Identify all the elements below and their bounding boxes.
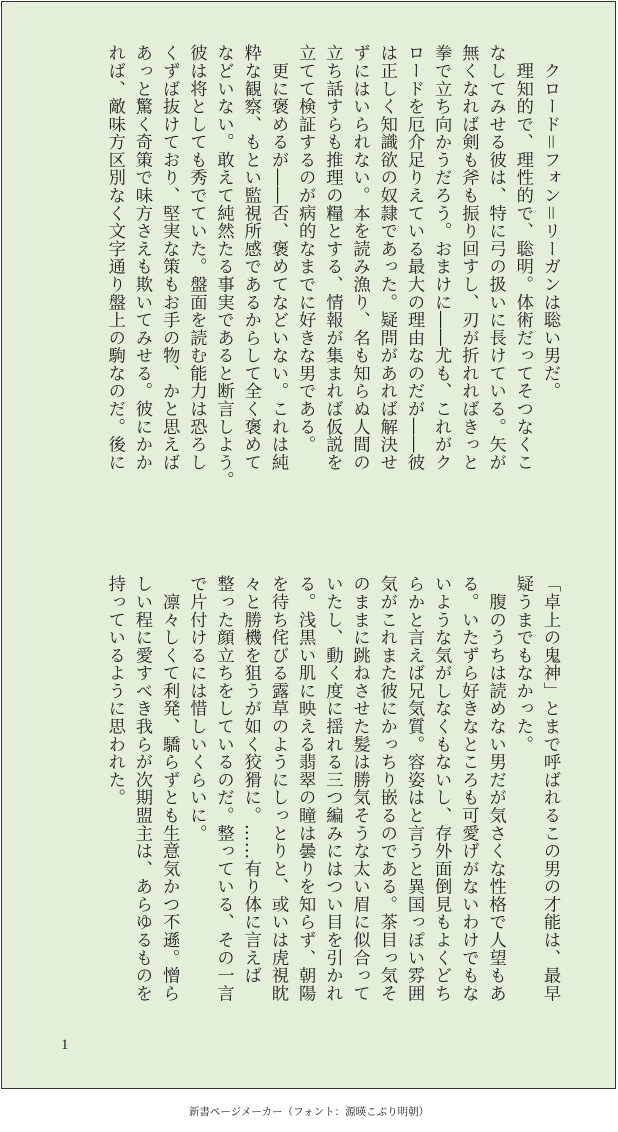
text-line: しい程に愛すべき我らが次期盟主は、あらゆるものを: [131, 575, 152, 1002]
text-line: 理知的で、理性的で、聡明。体術だってそつなくこ: [512, 44, 533, 471]
text-line: いような気がしなくもないし、存外面倒見もよくどち: [431, 575, 452, 1002]
text-line: で片付けるには惜しいくらいに。: [186, 575, 207, 842]
text-line: 更に褒めるが――否、褒めてなどいない。これは純: [267, 44, 288, 471]
text-line: る。いたずら好きなところも可愛げがないわけでもな: [458, 575, 479, 1002]
text-line: 立ち話すらも推理の糧とする、情報が集まれば仮説を: [322, 44, 343, 471]
text-line: る。浅黒い肌に映える翡翠の瞳は曇りを知らず、朝陽: [295, 575, 316, 1002]
text-line: 凛々しくて利発、驕らずとも生意気かつ不遜。憎ら: [159, 575, 180, 1002]
text-line: あっと驚く奇策で味方さえも欺いてみせる。彼にかか: [131, 44, 152, 471]
text-line: いたし、動く度に揺れる三つ編みにはつい目を引かれ: [322, 575, 343, 1002]
text-line: なしてみせる彼は、特に弓の扱いに長けている。矢が: [485, 44, 506, 471]
text-line: は正しく知識欲の奴隷であった。疑問があれば解決せ: [376, 44, 397, 471]
text-line: のままに跳ねさせた髪は勝気そうな太い眉に似合って: [349, 575, 370, 1002]
text-line: ずにはいられない。本を読み漁り、名も知らぬ人間の: [349, 44, 370, 471]
text-line: 々と勝機を狙うが如く狡猾に。……有り体に言えば: [240, 575, 261, 985]
text-line: 粋な観察、もとい監視所感であるからして全く褒めて: [240, 44, 261, 471]
text-line: 整った顔立ちをしているのだ。整っている、その一言: [213, 575, 234, 1002]
text-line: 彼は将としても秀でていた。盤面を読む能力は恐ろし: [186, 44, 207, 471]
text-line: 腹のうちは読めない男だが気さくな性格で人望もあ: [485, 575, 506, 1002]
manuscript-page: [1, 1, 616, 1089]
text-line: 「卓上の鬼神」とまで呼ばれるこの男の才能は、最早: [540, 575, 560, 1002]
text-line: 気がこれまた彼にかっちり嵌るのである。茶目っ気そ: [376, 575, 397, 1002]
text-line: 持っているように思われた。: [104, 575, 125, 807]
text-line: らかと言えば兄気質。容姿はと言うと異国っぽい雰囲: [403, 575, 424, 1002]
text-block-top: [101, 44, 563, 524]
text-line: れば、敵味方区別なく文字通り盤上の駒なのだ。後に: [104, 44, 125, 471]
text-line: 疑うまでもなかった。: [512, 575, 533, 753]
text-block-bottom: [101, 575, 563, 1055]
text-line: ロードを厄介足りえている最大の理由なのだが――彼: [403, 44, 424, 471]
footer-credit: 新書ページメーカー（フォント：源暎こぶり明朝）: [188, 1106, 430, 1118]
page-number: 1: [61, 1037, 69, 1053]
text-line: などいない。敢えて純然たる事実であると断言しよう。: [213, 44, 234, 489]
text-line: 立てて検証するのが病的なまでに好きな男である。: [295, 44, 316, 454]
text-line: くずば抜けており、堅実な策もお手の物、かと思えば: [159, 44, 180, 471]
text-line: 無くなれば剣も斧も振り回すし、刃が折れればきっと: [458, 44, 479, 471]
text-line: クロード＝フォン＝リーガンは聡い男だ。: [540, 44, 560, 400]
text-line: を待ち侘びる露草のようにしっとりと、或いは虎視眈: [267, 575, 288, 1002]
text-line: 拳で立ち向かうだろう。おまけに――尤も、これがク: [431, 44, 452, 471]
